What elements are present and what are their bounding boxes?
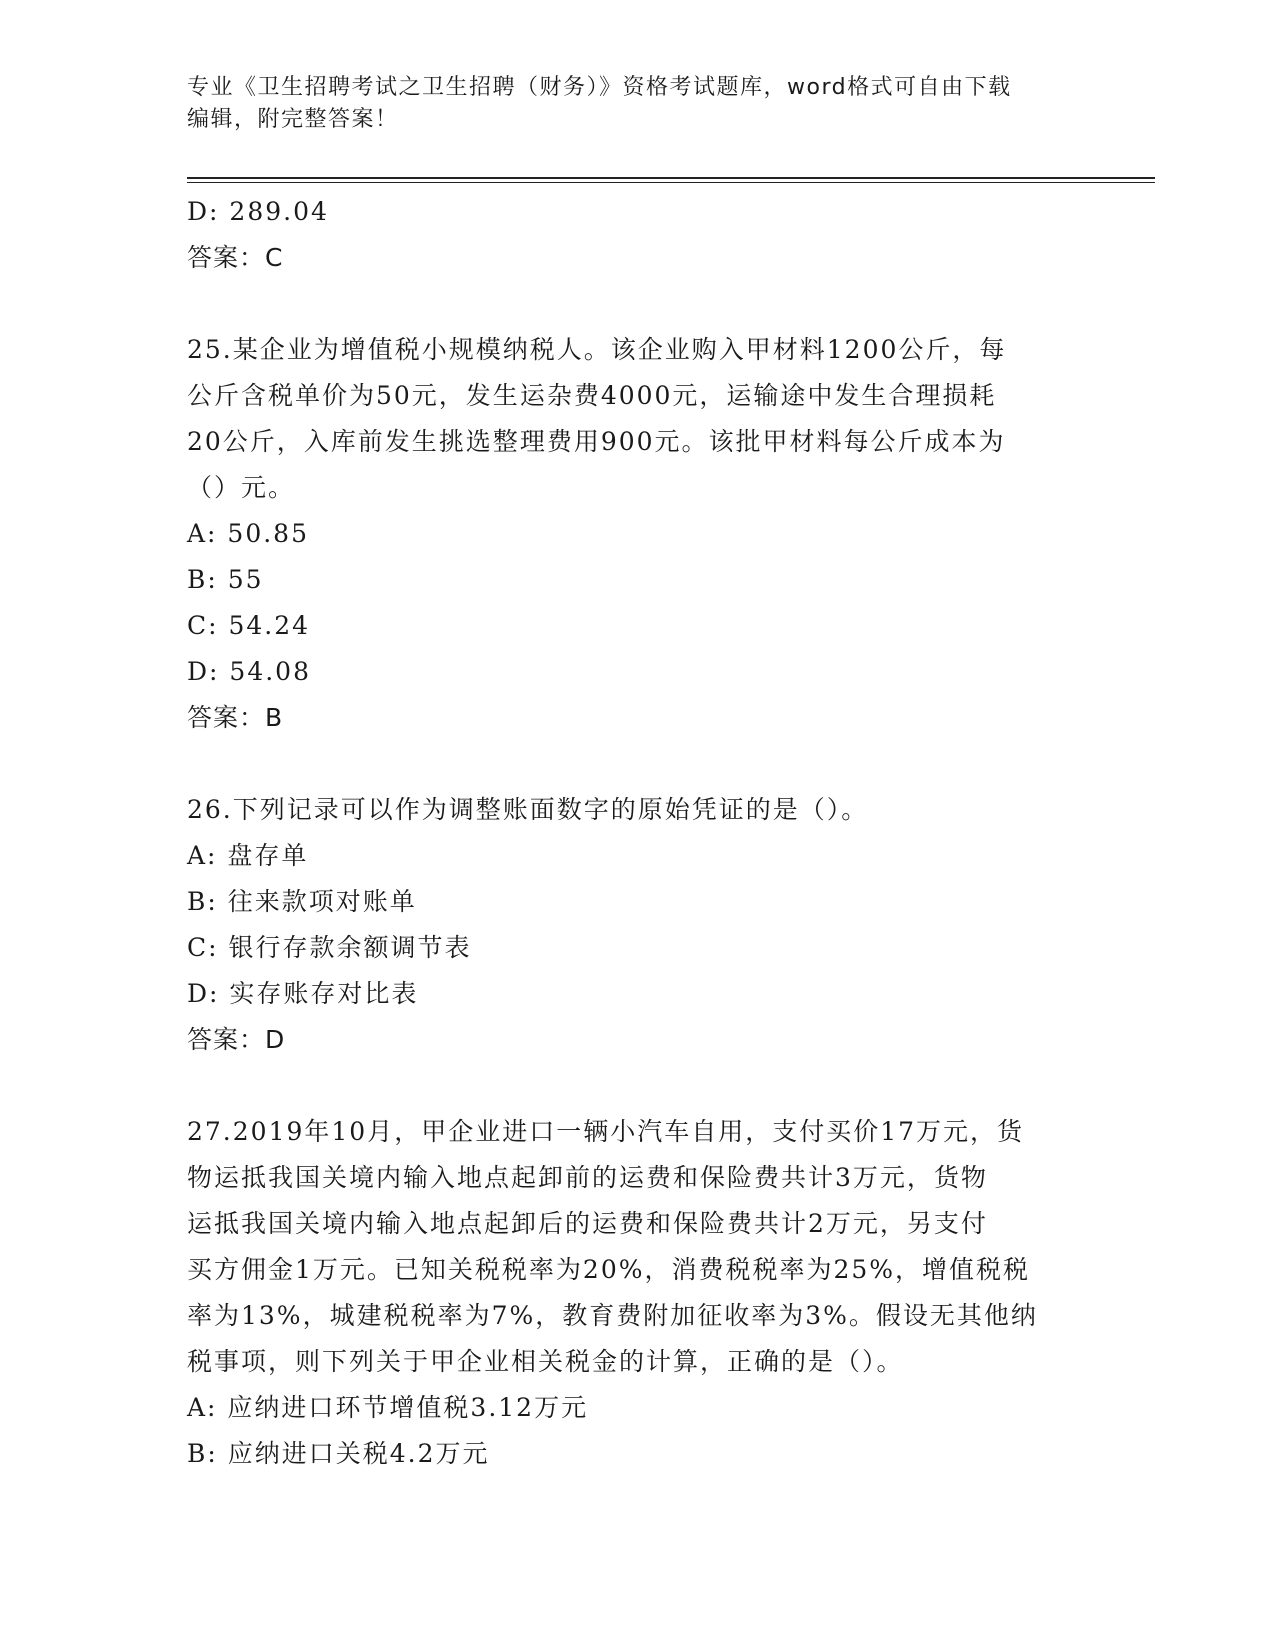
stem-line: 买方佣金1万元。已知关税税率为20%，消费税税率为25%，增值税税 (187, 1255, 1031, 1284)
option-b: B: 往来款项对账单 (187, 887, 417, 916)
question-stem (187, 787, 1087, 833)
option-d: D: 实存账存对比表 (187, 979, 419, 1008)
question-stem (187, 1109, 1087, 1385)
spacer (187, 1063, 1087, 1109)
stem-line: 27.2019年10月，甲企业进口一辆小汽车自用，支付买价17万元，货 (187, 1117, 1025, 1146)
stem-line: 公斤含税单价为50元，发生运杂费4000元，运输途中发生合理损耗 (187, 381, 997, 410)
stem-line: 物运抵我国关境内输入地点起卸前的运费和保险费共计3万元，货物 (187, 1163, 988, 1192)
prev-question (187, 189, 1087, 281)
document-body (187, 189, 1087, 1477)
answer-line: 答案：D (187, 1025, 286, 1054)
header-line-1: 专业《卫生招聘考试之卫生招聘（财务）》资格考试题库，word格式可自由下载 (187, 75, 1012, 100)
option-c: C: 54.24 (187, 611, 311, 640)
header-divider-thin (187, 182, 1155, 183)
option-c: C: 银行存款余额调节表 (187, 933, 472, 962)
stem-line: （）元。 (187, 473, 296, 502)
header-divider (187, 177, 1155, 179)
stem-line: 26.下列记录可以作为调整账面数字的原始凭证的是（）。 (187, 795, 869, 824)
spacer (187, 281, 1087, 327)
question-26 (187, 787, 1087, 1063)
stem-line: 率为13%，城建税税率为7%，教育费附加征收率为3%。假设无其他纳 (187, 1301, 1038, 1330)
option-d: D: 54.08 (187, 657, 311, 686)
option-b: B: 应纳进口关税4.2万元 (187, 1439, 490, 1468)
option-a: A: 应纳进口环节增值税3.12万元 (187, 1393, 589, 1422)
question-27 (187, 1109, 1087, 1477)
stem-line: 20公斤，入库前发生挑选整理费用900元。该批甲材料每公斤成本为 (187, 427, 1006, 456)
option-b: B: 55 (187, 565, 264, 594)
question-25 (187, 327, 1087, 741)
spacer (187, 741, 1087, 787)
answer-line: 答案：B (187, 703, 284, 732)
stem-line: 运抵我国关境内输入地点起卸后的运费和保险费共计2万元，另支付 (187, 1209, 988, 1238)
option-d: D: 289.04 (187, 197, 329, 226)
page-header (187, 72, 1087, 136)
question-stem (187, 327, 1087, 511)
option-a: A: 盘存单 (187, 841, 309, 870)
stem-line: 25.某企业为增值税小规模纳税人。该企业购入甲材料1200公斤，每 (187, 335, 1007, 364)
stem-line: 税事项，则下列关于甲企业相关税金的计算，正确的是（）。 (187, 1347, 904, 1376)
option-a: A: 50.85 (187, 519, 309, 548)
answer-line: 答案：C (187, 243, 284, 272)
header-line-2: 编辑，附完整答案！ (187, 107, 399, 132)
